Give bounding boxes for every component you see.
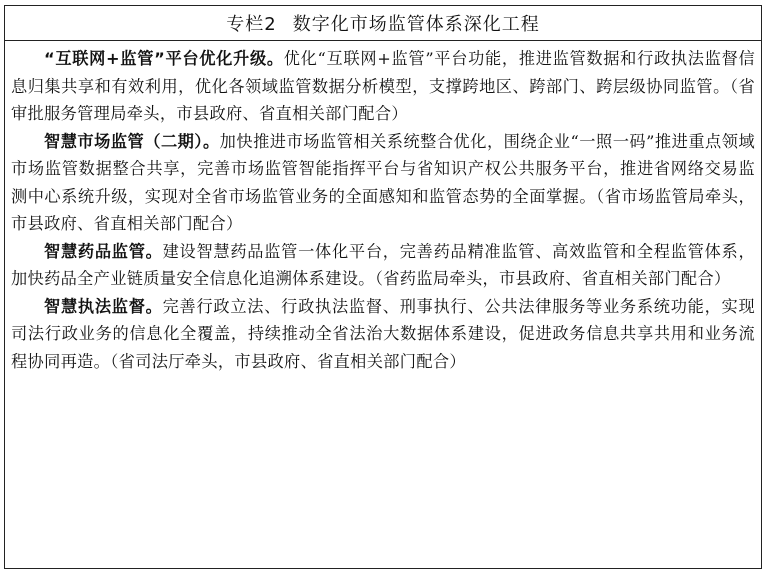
column-title-bar [5, 6, 761, 41]
project-heading: “互联网+监管”平台优化升级。 [44, 49, 284, 68]
project-text: 优化“互联网+监管”平台功能，推进监管数据和行政执法监督信息归集共享和有效利用，优化各领域监管数据分析模型，支撑跨地区、跨部门、跨层级协同监管。（省审批服务管理局牵头，市县政府、省直相关部门配合） [11, 49, 756, 123]
project-heading: 智慧执法监督。 [44, 296, 163, 316]
project-text: 完善行政立法、行政执法监督、刑事执行、公共法律服务等业务系统功能，实现司法行政业务的信息化全覆盖，持续推动全省法治大数据体系建设，促进政务信息共享共用和业务流程协同再造。（省司法厅牵头，市县政府、省直相关部门配合） [11, 296, 756, 371]
column-label: 专栏2 [226, 14, 277, 35]
project-paragraph [11, 293, 755, 376]
project-paragraph [11, 45, 755, 128]
project-paragraph [11, 128, 755, 238]
feature-column-box [4, 5, 762, 569]
project-paragraph [11, 238, 755, 293]
project-heading: 智慧市场监管（二期）。 [44, 131, 220, 151]
project-text: 加快推进市场监管相关系统整合优化，围绕企业“一照一码”推进重点领域市场监管数据整合共享，完善市场监管智能指挥平台与省知识产权公共服务平台，推进省网络交易监测中心系统升级，实现对全省市场监管业务的全面感知和监管态势的全面掌握。（省市场监管局牵头，市县政府、省直相关部门配合） [11, 131, 755, 233]
column-body [5, 41, 761, 375]
column-title: 数字化市场监管体系深化工程 [292, 14, 540, 35]
project-text: 建设智慧药品监管一体化平台，完善药品精准监管、高效监管和全程监管体系，加快药品全产业链质量安全信息化追溯体系建设。（省药监局牵头，市县政府、省直相关部门配合） [11, 241, 756, 288]
project-heading: 智慧药品监管。 [44, 241, 163, 261]
